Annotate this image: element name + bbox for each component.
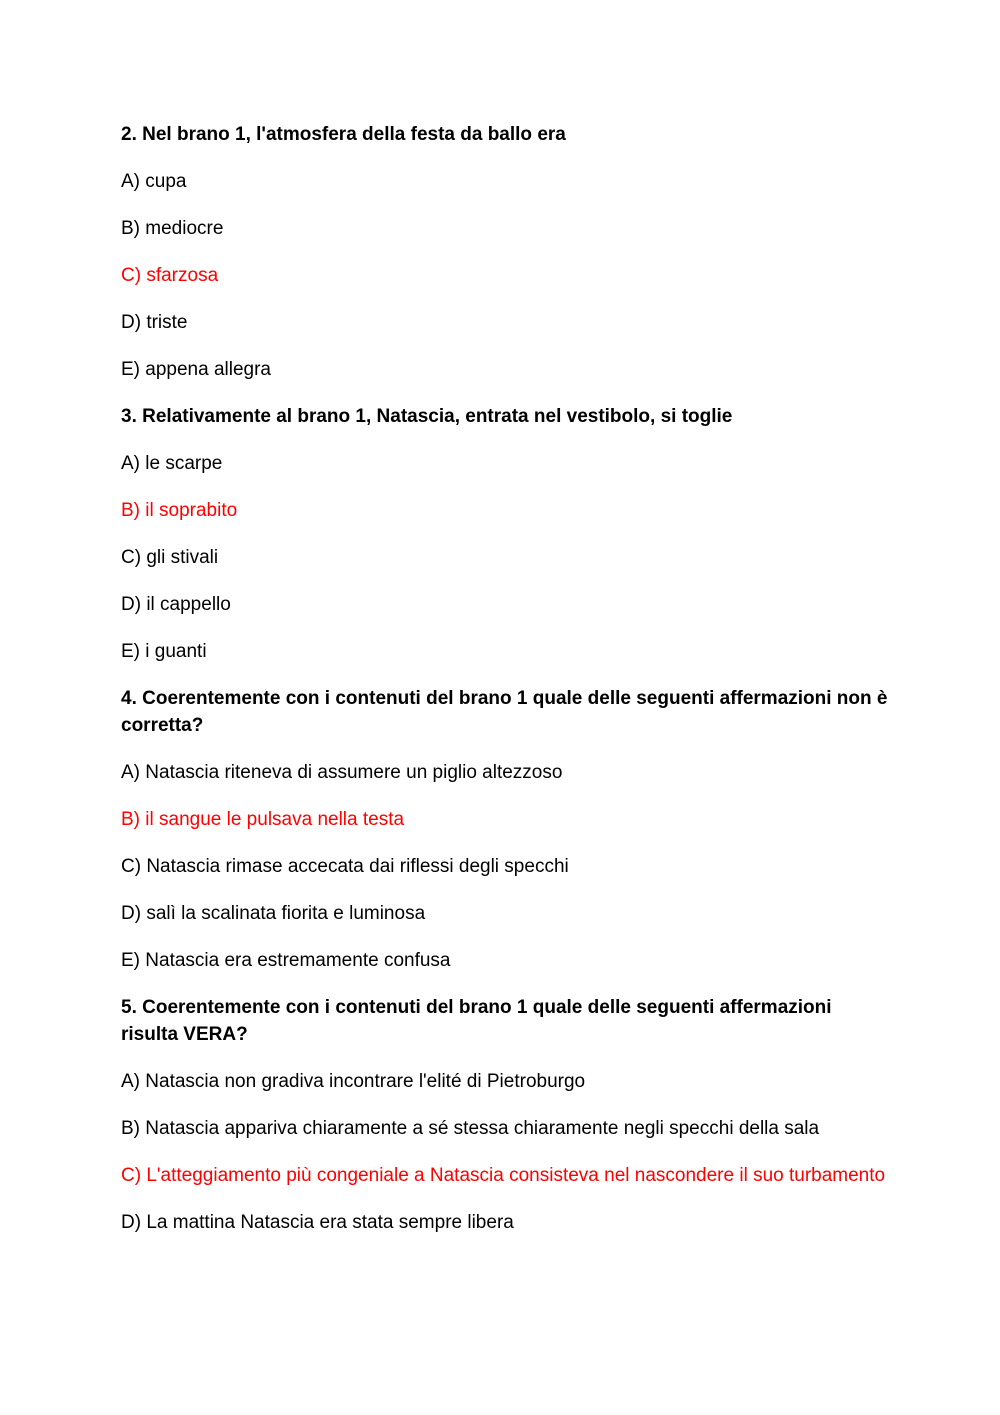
answer-option: A) Natascia non gradiva incontrare l'elité di Pietroburgo bbox=[121, 1071, 586, 1092]
answer-option: E) Natascia era estremamente confusa bbox=[121, 950, 451, 971]
answer-option: D) triste bbox=[121, 312, 188, 333]
answer-option-correct: C) sfarzosa bbox=[121, 265, 219, 286]
answer-option: E) appena allegra bbox=[121, 359, 271, 380]
answer-option: C) Natascia rimase accecata dai riflessi degli specchi bbox=[121, 856, 569, 877]
document-page bbox=[121, 121, 891, 1256]
question-text: 5. Coerentemente con i contenuti del brano 1 quale delle seguenti affermazioni risulta VERA? bbox=[121, 997, 832, 1045]
question-3 bbox=[121, 403, 891, 665]
answer-option: A) le scarpe bbox=[121, 453, 223, 474]
answer-option: A) cupa bbox=[121, 171, 187, 192]
answer-option: E) i guanti bbox=[121, 641, 207, 662]
answer-option: A) Natascia riteneva di assumere un piglio altezzoso bbox=[121, 762, 563, 783]
question-text: 3. Relativamente al brano 1, Natascia, entrata nel vestibolo, si toglie bbox=[121, 406, 733, 427]
answer-option: B) mediocre bbox=[121, 218, 224, 239]
question-5 bbox=[121, 994, 891, 1236]
answer-option: D) il cappello bbox=[121, 594, 231, 615]
answer-option-correct: B) il soprabito bbox=[121, 500, 238, 521]
question-2 bbox=[121, 121, 891, 383]
answer-option-correct: C) L'atteggiamento più congeniale a Natascia consisteva nel nascondere il suo turbamento bbox=[121, 1165, 886, 1186]
answer-option: B) Natascia appariva chiaramente a sé stessa chiaramente negli specchi della sala bbox=[121, 1118, 820, 1139]
answer-option-correct: B) il sangue le pulsava nella testa bbox=[121, 809, 405, 830]
question-text: 4. Coerentemente con i contenuti del brano 1 quale delle seguenti affermazioni non è corretta? bbox=[121, 688, 888, 736]
answer-option: D) La mattina Natascia era stata sempre libera bbox=[121, 1212, 514, 1233]
question-text: 2. Nel brano 1, l'atmosfera della festa da ballo era bbox=[121, 124, 566, 145]
answer-option: C) gli stivali bbox=[121, 547, 219, 568]
question-4 bbox=[121, 685, 891, 974]
answer-option: D) salì la scalinata fiorita e luminosa bbox=[121, 903, 426, 924]
